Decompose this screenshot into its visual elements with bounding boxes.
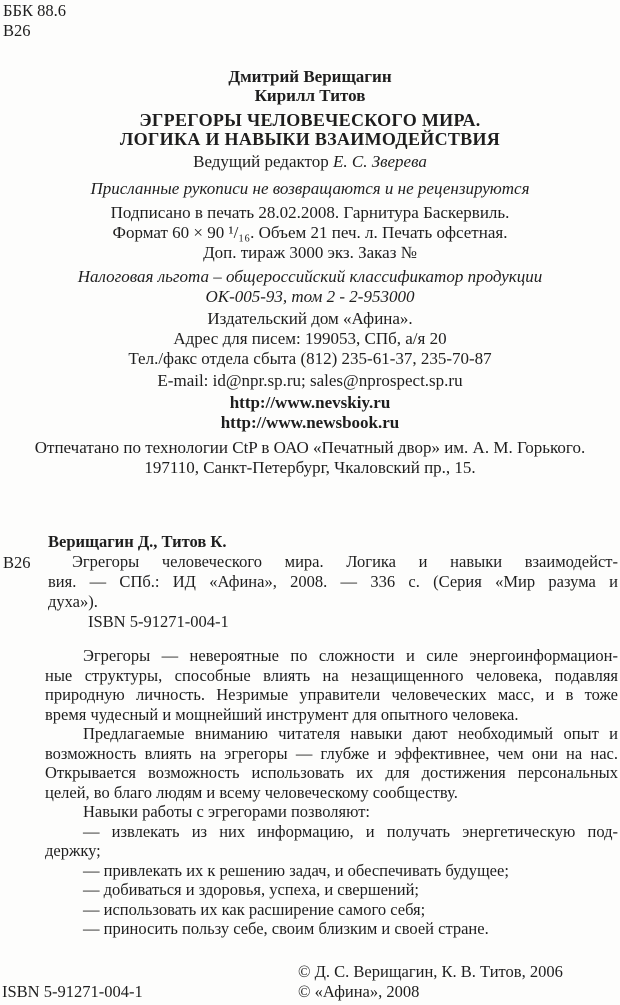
printed-at-line: Отпечатано по технологии CtP в ОАО «Печатный двор» им. А. М. Горького. — [34, 438, 586, 457]
urls-block — [0, 393, 620, 433]
footer-block — [2, 962, 618, 1002]
catalog-heading: Верищагин Д., Титов К. — [48, 532, 227, 551]
author-name: Кирилл Титов — [254, 86, 366, 105]
print-info-block — [0, 203, 620, 263]
annotation-list-line: — добиваться и здоровья, успеха, и свершений; — [83, 880, 419, 899]
catalog-description-line: вия. — СПб.: ИД «Афина», 2008. — 336 с. (Серия «Мир разума и — [48, 572, 618, 591]
book-title-line: ЭГРЕГОРЫ ЧЕЛОВЕЧЕСКОГО МИРА. — [139, 110, 481, 130]
catalog-margin-code: В26 — [3, 553, 31, 572]
author-name: Дмитрий Верищагин — [228, 67, 392, 86]
publisher-phone: Тел./факс отдела сбыта (812) 235-61-37, 235-70-87 — [128, 349, 492, 368]
annotation-line: время чудесный и мощнейший инструмент для опытного человека. — [45, 704, 519, 724]
manuscripts-notice: Присланные рукописи не возвращаются и не рецензируются — [90, 179, 530, 198]
tax-benefit-line: Налоговая льгота – общероссийский классификатор продукции — [77, 267, 543, 286]
annotation-line: природную личность. Незримые управители человеческих масс, и в тоже — [45, 685, 618, 704]
imprint-block — [0, 67, 620, 478]
annotation-list-line: держку; — [45, 841, 101, 860]
annotation-list-line: — привлекать их к решению задач, и обеспечивать будущее; — [83, 860, 509, 880]
annotation-line: целей, во благо людям и всему человеческому сообществу. — [45, 782, 458, 802]
publisher-name: Издательский дом «Афина». — [207, 309, 413, 328]
editor-name: Е. С. Зверева — [332, 152, 427, 171]
book-title-line: ЛОГИКА И НАВЫКИ ВЗАИМОДЕЙСТВИЯ — [119, 129, 501, 149]
catalog-card — [0, 532, 620, 632]
printed-at-block — [0, 438, 620, 478]
annotation-line: возможность влиять на эгрегоры — глубже и эффективнее, чем они на нас. — [45, 743, 618, 763]
bbk-classification: ББК 88.6 — [3, 1, 66, 20]
site-url: http://www.newsbook.ru — [220, 413, 400, 432]
copyright-line: © Д. С. Верищагин, К. В. Титов, 2006 — [298, 962, 563, 981]
print-info-line: Подписано в печать 28.02.2008. Гарнитура Баскервиль. — [110, 203, 510, 222]
catalog-description-line: Эгрегоры человеческого мира. Логика и навыки взаимодейст- — [72, 552, 618, 571]
annotation-line: Предлагаемые вниманию читателя навыки дают необходимый опыт и — [83, 724, 618, 743]
editor-label: Ведущий редактор — [193, 152, 329, 171]
annotation-line: Открывается возможность использовать их для достижения персональных — [45, 763, 618, 782]
bbk-author-code: В26 — [3, 21, 31, 40]
annotation-list-line: — извлекать из них информацию, и получать энергетическую под- — [83, 821, 618, 841]
footer-isbn: ISBN 5-91271-004-1 — [2, 982, 143, 1001]
annotation-list-line: — использовать их как расширение самого себя; — [83, 899, 426, 919]
site-url: http://www.nevskiy.ru — [229, 393, 391, 412]
bbk-block — [3, 1, 66, 41]
publisher-block — [0, 309, 620, 369]
publisher-address: Адрес для писем: 199053, СПб, а/я 20 — [173, 329, 447, 348]
print-info-line: Доп. тираж 3000 экз. Заказ № — [203, 243, 417, 262]
tax-benefit-line: ОК-005-93, том 2 - 2-953000 — [205, 287, 415, 306]
annotation-line: Навыки работы с эгрегорами позволяют: — [83, 802, 370, 821]
copyright-block — [298, 962, 618, 1002]
catalog-isbn: ISBN 5-91271-004-1 — [88, 612, 229, 631]
catalog-description-line: духа»). — [48, 592, 98, 611]
annotation-list-line: — приносить пользу себе, своим близким и своей стране. — [83, 919, 489, 938]
annotation-line: Эгрегоры — невероятные по сложности и силе энергоинформацион- — [83, 646, 618, 665]
print-info-line: Формат 60 × 90 ¹/₁₆. Объем 21 печ. л. Печать офсетная. — [112, 223, 508, 242]
editor-line — [0, 152, 620, 171]
book-title — [0, 111, 620, 149]
annotation-line: ные структуры, способные влиять на незащищенного человека, подавляя — [45, 665, 618, 685]
annotation-block — [0, 646, 620, 939]
copyright-line: © «Афина», 2008 — [298, 982, 420, 1001]
email-line: E-mail: id@npr.sp.ru; sales@nprospect.sp.ru — [157, 371, 463, 390]
printed-at-line: 197110, Санкт-Петербург, Чкаловский пр., 15. — [144, 458, 476, 477]
tax-benefit-block — [0, 267, 620, 307]
